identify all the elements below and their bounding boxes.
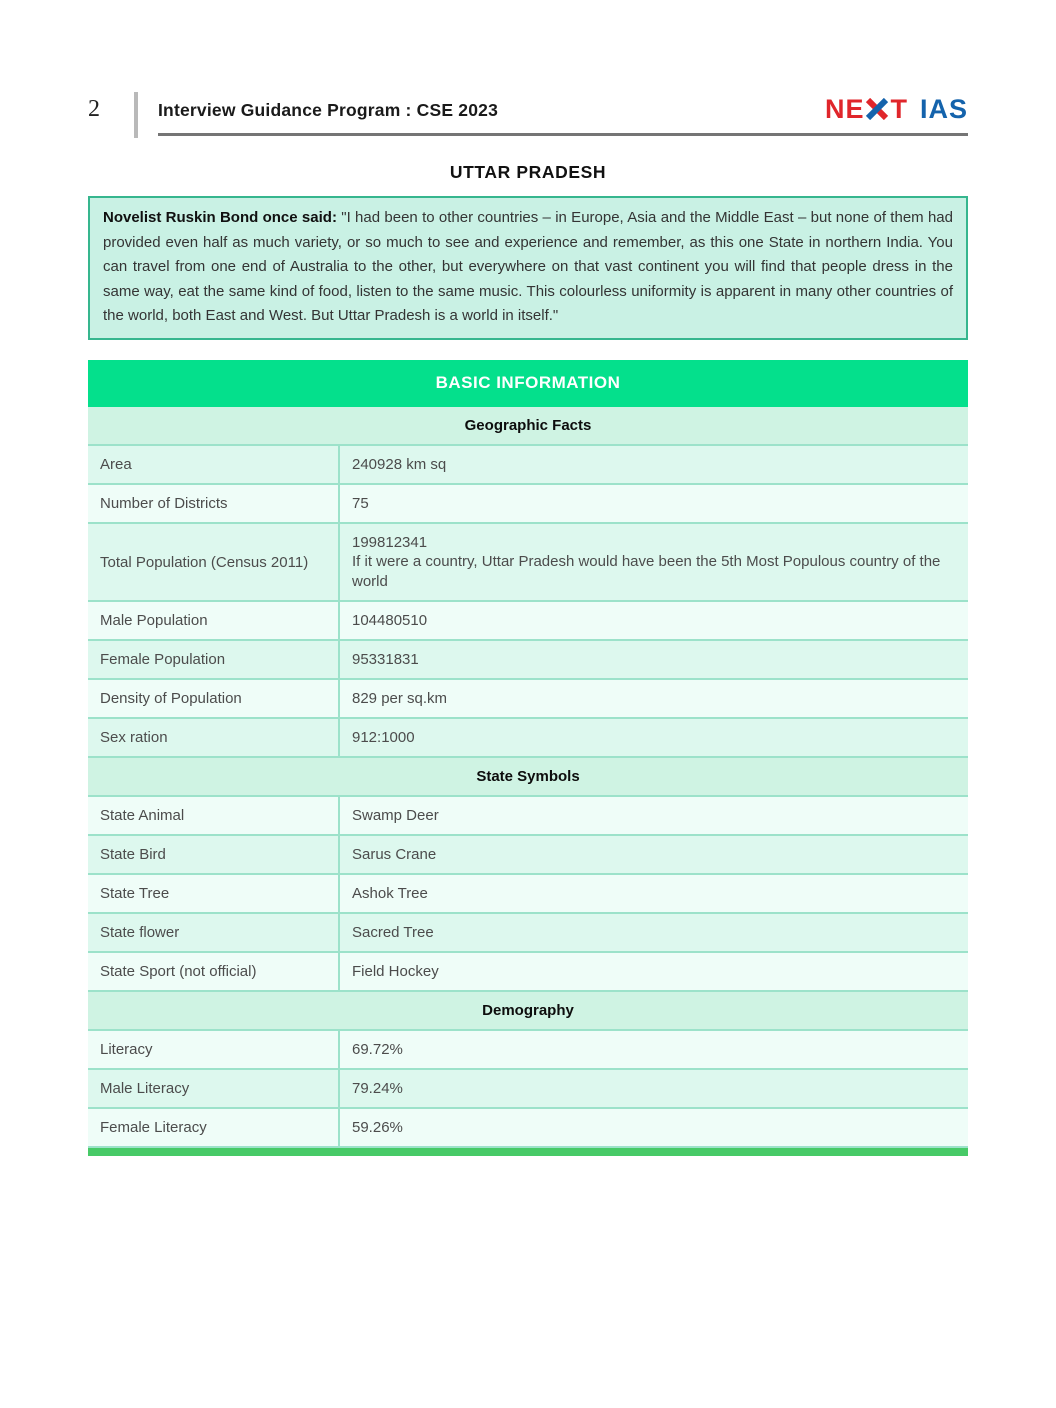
row-value: 240928 km sq <box>352 455 447 473</box>
logo-next-left-text: NE <box>824 93 865 124</box>
table-row-male-literacy <box>88 1070 968 1109</box>
table-row-sex-ratio <box>88 719 968 758</box>
bottom-accent-bar <box>88 1148 968 1156</box>
table-row-state-sport <box>88 953 968 992</box>
header-row <box>158 92 968 128</box>
row-label: State Sport (not official) <box>88 953 340 990</box>
page-header <box>88 92 968 138</box>
program-title: Interview Guidance Program : CSE 2023 <box>158 99 499 120</box>
row-label: Female Literacy <box>88 1109 340 1146</box>
table-row-literacy <box>88 1031 968 1070</box>
row-label: State Bird <box>88 836 340 873</box>
row-label: Area <box>88 446 340 483</box>
table-row-area <box>88 446 968 485</box>
row-label: Density of Population <box>88 680 340 717</box>
quote-lead: Novelist Ruskin Bond once said: <box>103 209 337 226</box>
row-label: Male Literacy <box>88 1070 340 1107</box>
table-row-total-population <box>88 524 968 603</box>
table-row-male-population <box>88 602 968 641</box>
logo-ias-text: IAS <box>919 93 968 124</box>
row-value: 95331831 <box>352 651 419 669</box>
row-label: State Animal <box>88 797 340 834</box>
row-value: 829 per sq.km <box>352 690 448 708</box>
population-note: If it were a country, Uttar Pradesh would have been the 5th Most Populous country of the world <box>352 553 941 590</box>
basic-info-table <box>88 360 968 1157</box>
row-label: Female Population <box>88 641 340 678</box>
table-row-state-bird <box>88 836 968 875</box>
table-row-state-animal <box>88 797 968 836</box>
table-title: BASIC INFORMATION <box>88 360 968 407</box>
page-title: UTTAR PRADESH <box>449 162 607 182</box>
next-ias-logo <box>825 94 968 127</box>
logo-x-cross-icon <box>865 98 889 120</box>
section-heading-state-symbols: State Symbols <box>88 758 968 797</box>
population-value: 199812341 <box>352 533 428 551</box>
row-label: Sex ration <box>88 719 340 756</box>
row-value: 104480510 <box>352 612 428 630</box>
header-rule <box>158 133 968 136</box>
table-row-districts <box>88 485 968 524</box>
header-right <box>158 92 968 136</box>
row-label: Literacy <box>88 1031 340 1068</box>
row-value: 75 <box>352 494 369 512</box>
table-row-female-literacy <box>88 1109 968 1148</box>
row-value: Ashok Tree <box>352 885 428 903</box>
row-value: Sacred Tree <box>352 924 434 942</box>
quote-box <box>88 196 968 340</box>
row-value: 69.72% <box>352 1041 403 1059</box>
row-label: State flower <box>88 914 340 951</box>
logo-next-right-text: T <box>890 93 908 124</box>
row-value: Field Hockey <box>352 963 439 981</box>
row-value: 79.24% <box>352 1080 403 1098</box>
header-divider-bar <box>134 92 138 138</box>
row-label: Total Population (Census 2011) <box>88 524 340 601</box>
section-heading-demography: Demography <box>88 992 968 1031</box>
row-label: State Tree <box>88 875 340 912</box>
quote-text: "I had been to other countries – in Europe, Asia and the Middle East – but none of them had provided even half as much variety, or so much to see and experience and remember, as this one State in northern India. You can travel from one end of Australia to the other, but everywhere on that vast continent you will find that people dress in the same way, eat the same kind of food, listen to the same music. This colourless uniformity is apparent in many other countries of the world, both East and West. But Uttar Pradesh is a world in itself." <box>103 209 953 325</box>
table-row-state-tree <box>88 875 968 914</box>
row-value <box>340 524 968 601</box>
row-value: 912:1000 <box>352 729 415 747</box>
page-number: 2 <box>88 96 100 122</box>
row-label: Male Population <box>88 602 340 639</box>
table-row-state-flower <box>88 914 968 953</box>
row-value: Swamp Deer <box>352 807 439 825</box>
section-heading-geographic-facts: Geographic Facts <box>88 407 968 446</box>
row-value: Sarus Crane <box>352 846 437 864</box>
table-row-female-population <box>88 641 968 680</box>
row-value: 59.26% <box>352 1119 403 1137</box>
table-row-density <box>88 680 968 719</box>
row-label: Number of Districts <box>88 485 340 522</box>
